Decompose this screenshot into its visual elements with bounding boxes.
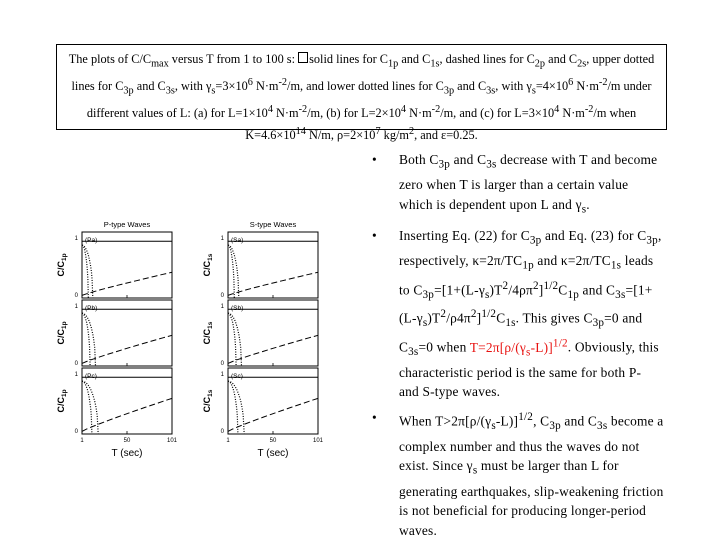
y-tick-label: 1: [74, 372, 78, 378]
bullet-list: [372, 150, 664, 546]
panel-label: (Sa): [231, 237, 244, 244]
y-tick-label: 1: [220, 236, 224, 242]
x-tick-label: 1: [80, 438, 84, 444]
y-tick-label: 1: [74, 304, 78, 310]
panel-label: (Pb): [85, 305, 98, 312]
x-tick-label: 50: [123, 438, 131, 444]
y-axis-label: $C/C_{1s}$: [202, 253, 214, 277]
y-axis-label: $C/C_{1s}$: [202, 321, 214, 345]
wave-plots-figure: [34, 218, 334, 470]
dashed-line: [82, 335, 172, 363]
x-tick-label: 101: [166, 438, 178, 444]
figure-caption: The plots of $C/C_{max}$ versus T from 1 to 100 s: solid lines for $C_{1p}$ and $C_{1s}$, dashed lines for $C_{2p}$ and $C_{2s}$, upper dotted lines for $C_{3p}$ and $C_{3s}$, with $\gamma_s=3\times 10^6$ $N\cdot m^{-2}/m$, and lower dotted lines for $C_{3p}$ and $C_{3s}$, with $\gamma_s=4\times 10^6$ $N\cdot m^{-2}/m$ under different values of L: (a) for $L=1\times 10^4$ $N\cdot m^{-2}/m$, (b) for $L=2\times 10^4$ $N\cdot m^{-2}/m$, and (c) for $L=3\times 10^4$ $N\cdot m^{-2}/m$ when $K=4.6\times 10^{14}$ N/m, $\rho=2\times 10^7$ $kg/m^2$, and ε=0.25.: [56, 44, 667, 130]
bullet-item-2: • Inserting Eq. (22) for $C_{3p}$ and Eq. (23) for $C_{3p}$, respectively, $\kappa=2\pi/TC_{1p}$ and $\kappa=2\pi/TC_{1s}$ leads to $C_{3p}=[1+(L-\gamma_s)T^2/4\rho\pi^2]^{1/2}C_{1p}$ and $C_{3s}=[1+(L-\gamma_s)T^2/\rho 4\pi^2]^{1/2}C_{1s}$. This gives $C_{3p}=0$ and $C_{3s}=0$ when $T=2\pi[\rho/(\gamma_s-L)]^{1/2}$. Obviously, this characteristic period is the same for both P- and S-type waves.: [372, 228, 662, 400]
panel-label: (Sc): [231, 373, 243, 380]
upper-dotted-line: [82, 381, 98, 434]
y-tick-label: 1: [220, 372, 224, 378]
x-tick-label: 1: [226, 438, 230, 444]
y-tick-label: 0: [74, 361, 78, 367]
y-tick-label: 1: [220, 304, 224, 310]
y-axis-label: $C/C_{1s}$: [202, 389, 214, 413]
y-tick-label: 0: [220, 361, 224, 367]
y-tick-label: 0: [220, 429, 224, 435]
y-axis-label: $C/C_{1p}$: [56, 389, 68, 413]
panel-label: (Pa): [85, 237, 98, 244]
column-title: S-type Waves: [249, 220, 297, 229]
bullet-dot: •: [372, 152, 377, 167]
upper-dotted-line: [228, 381, 244, 434]
y-tick-label: 0: [220, 293, 224, 299]
bullet-item-3: • When $T>2\pi[\rho/(\gamma_s-L)]^{1/2}$, $C_{3p}$ and $C_{3s}$ become a complex number and thus the waves do not exist. Since $\gamma_s$ must be larger than L for generating earthquakes, slip-weakening friction is not beneficial for producing longer-period waves.: [372, 410, 664, 538]
lower-dotted-line: [82, 313, 90, 366]
lower-dotted-line: [82, 381, 92, 434]
dashed-line: [82, 272, 172, 295]
column-title: P-type Waves: [103, 220, 151, 229]
y-tick-label: 0: [74, 293, 78, 299]
panel-label: (Sb): [231, 305, 244, 312]
dashed-line: [228, 272, 318, 295]
y-tick-label: 0: [74, 429, 78, 435]
x-tick-label: 50: [269, 438, 277, 444]
bullet-dot: •: [372, 228, 377, 244]
y-axis-label: $C/C_{1p}$: [56, 253, 68, 277]
x-axis-label: T (sec): [111, 448, 143, 459]
panel-label: (Pc): [85, 373, 97, 380]
y-tick-label: 1: [74, 236, 78, 242]
dashed-line: [228, 398, 318, 431]
missing-glyph-box: [298, 52, 308, 63]
lower-dotted-line: [228, 381, 238, 434]
dashed-line: [228, 335, 318, 363]
characteristic-period-formula: $T=2\pi[\rho/(\gamma_s-L)]^{1/2}$: [469, 337, 568, 359]
bullet-dot: •: [372, 410, 377, 426]
dashed-line: [82, 398, 172, 431]
y-axis-label: $C/C_{1p}$: [56, 321, 68, 345]
lower-dotted-line: [228, 313, 236, 366]
x-axis-label: T (sec): [257, 448, 289, 459]
bullet-item-1: • Both $C_{3p}$ and $C_{3s}$ decrease with T and become zero when T is larger than a certain value which is dependent upon L and $\gamma_s$.: [372, 152, 658, 216]
x-tick-label: 101: [312, 438, 324, 444]
